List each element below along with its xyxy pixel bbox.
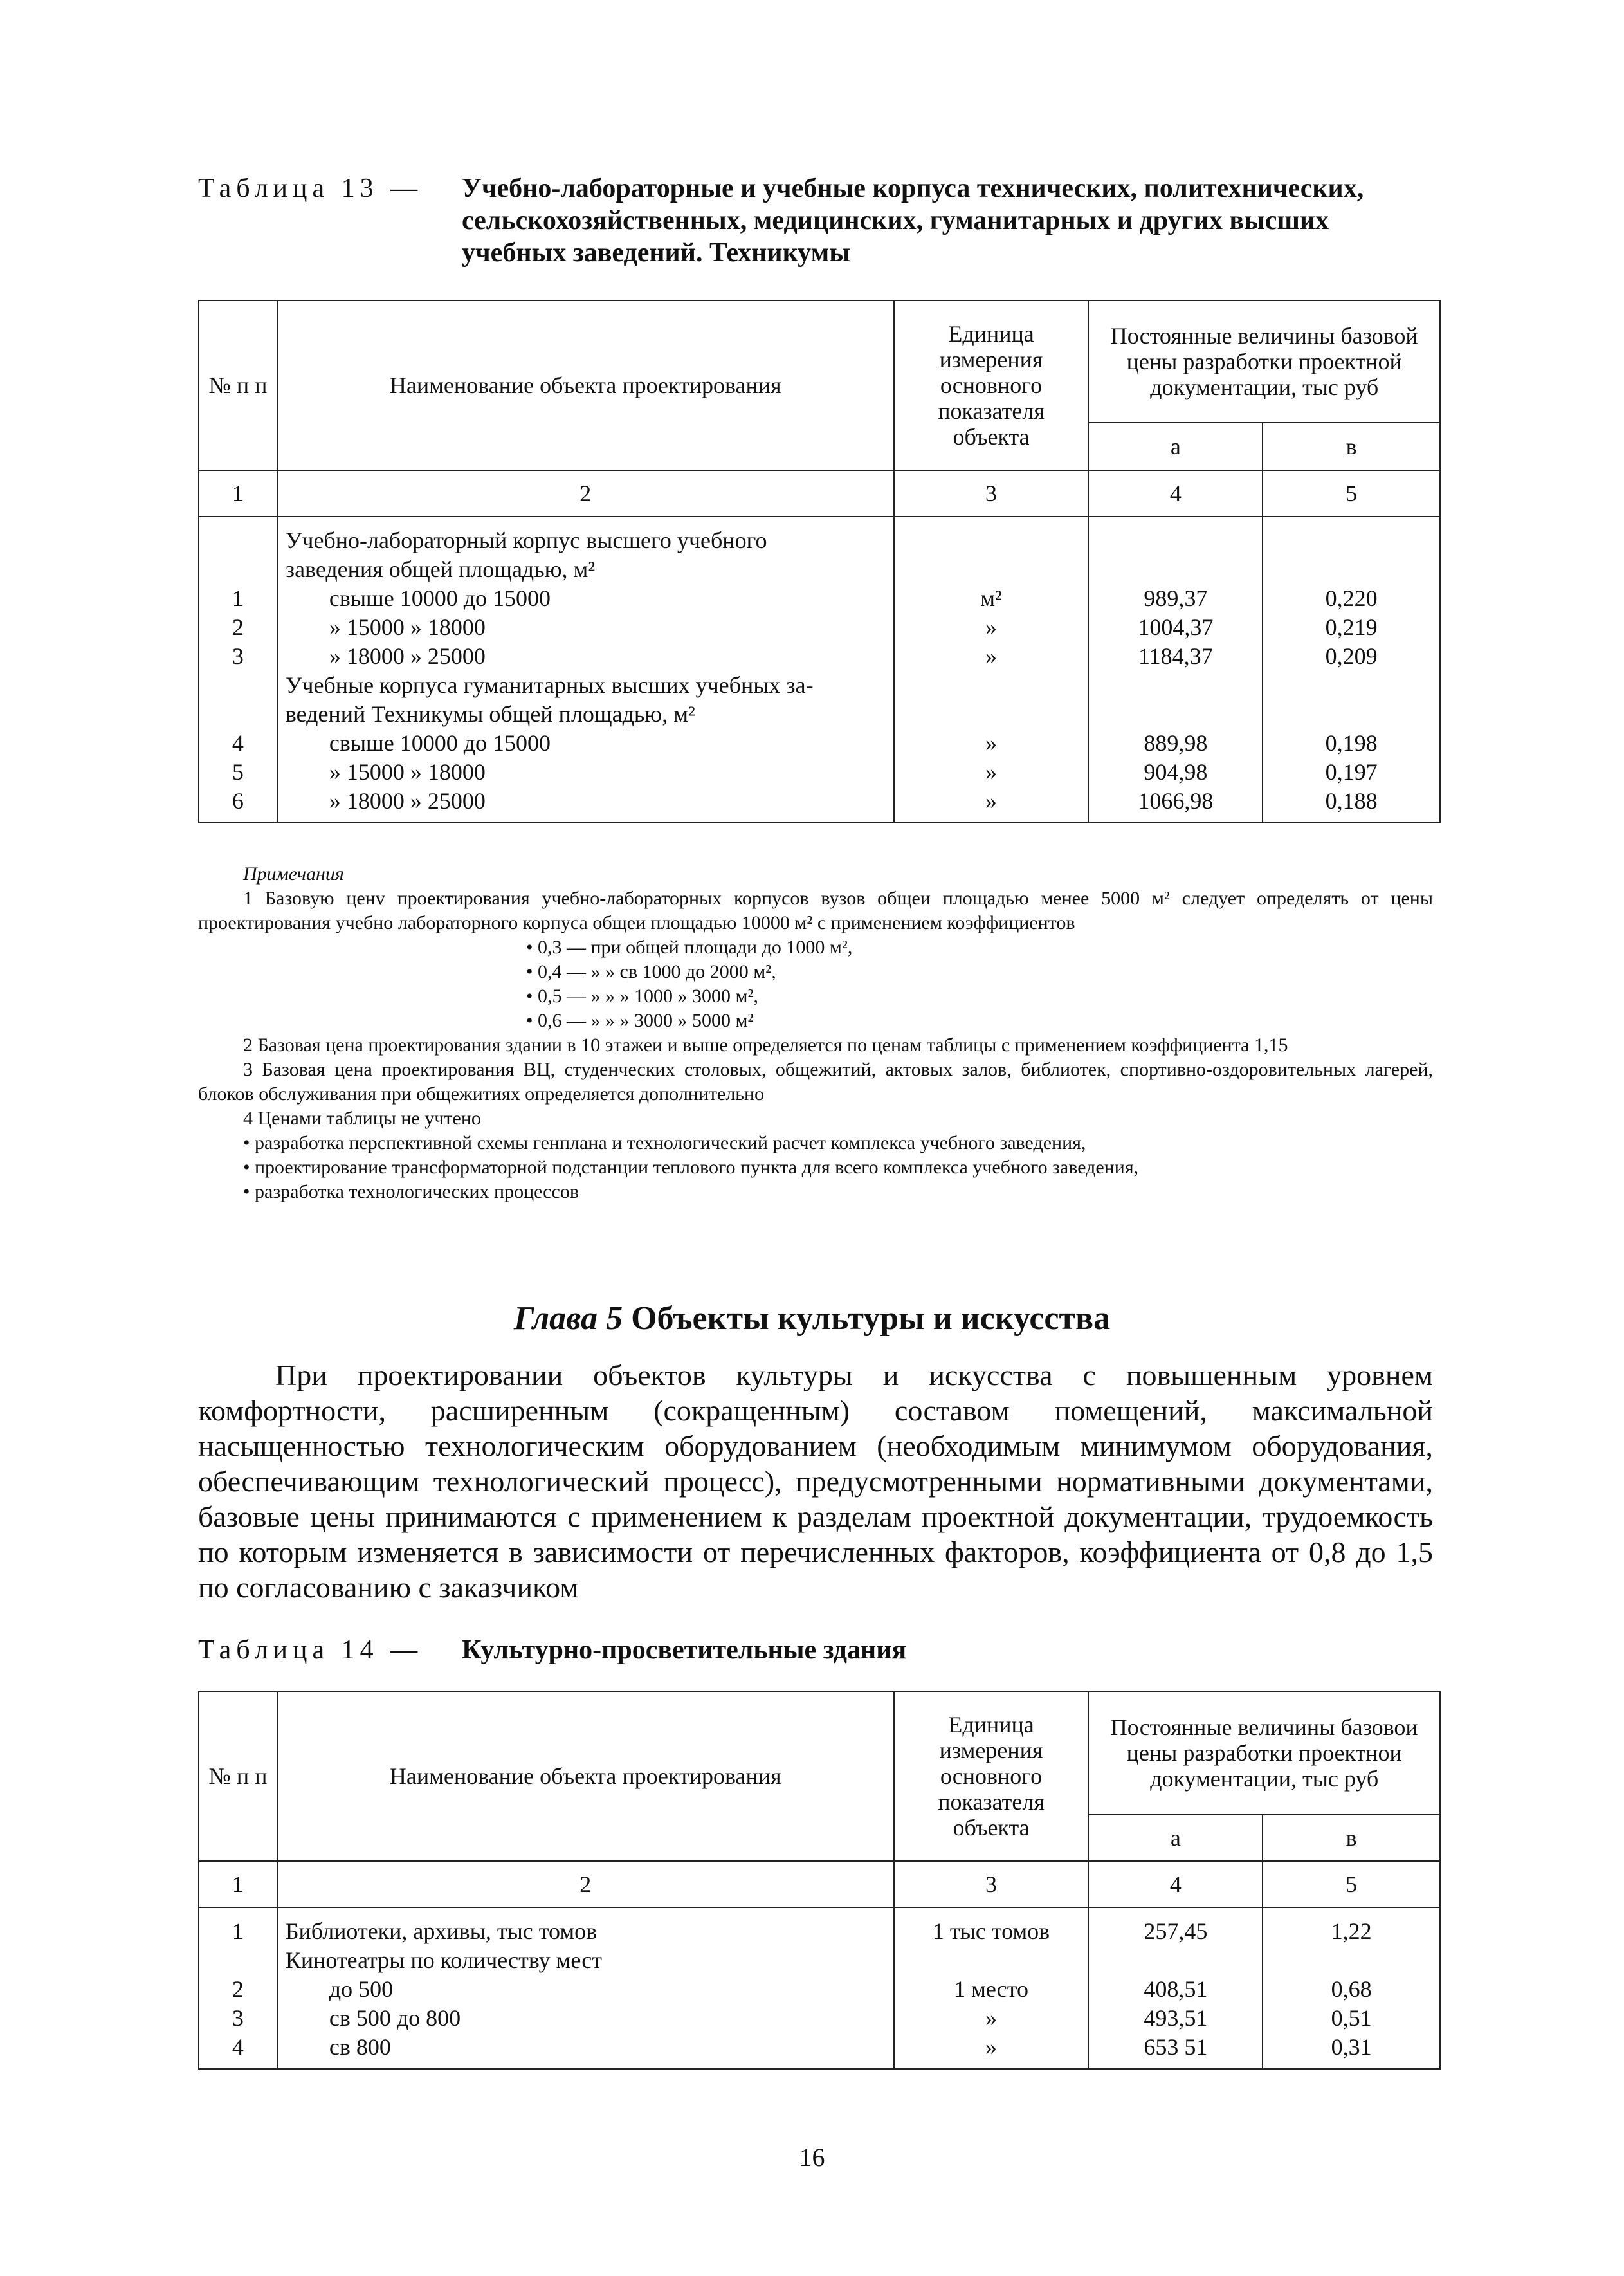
table-cell: [1263, 1946, 1439, 1975]
note-bullet: • разработка технологических процессов: [243, 1181, 579, 1202]
table13-col-unit: [894, 517, 1089, 823]
notes-heading: Примечания: [243, 863, 344, 885]
table13-header-num: № п п: [199, 300, 277, 470]
table-cell: 1,22: [1331, 1918, 1372, 1944]
table-cell: [1263, 526, 1439, 555]
table-cell: »: [985, 730, 998, 756]
table-cell: » 18000 » 25000: [329, 788, 486, 814]
table13-header-a: а: [1088, 423, 1263, 470]
table14-header-unit: Единица измерения основного показателя объекта: [894, 1691, 1089, 1861]
table13-col-b: [1263, 517, 1440, 823]
table-cell: 1004,37: [1138, 614, 1214, 640]
table-cell: » 15000 » 18000: [329, 614, 486, 640]
table-cell: 0,209: [1325, 643, 1378, 669]
table13-prefix: Таблица 13 —: [198, 174, 423, 203]
table-cell: Кинотеатры по количеству мест: [285, 1947, 602, 1973]
table-cell: [1263, 555, 1439, 584]
table13: [198, 300, 1441, 823]
table-cell: 0,31: [1331, 2034, 1372, 2060]
table13-title: Учебно-лабораторные и учебные корпуса технических, политехнических, сельскохозяйственных, медицинских, гуманитарных и других высших учебных заведений. Техникумы: [462, 174, 1364, 268]
table-cell: 3: [232, 2005, 244, 2031]
table-cell: [199, 700, 277, 729]
table-cell: св 500 до 800: [329, 2005, 461, 2031]
table-cell: 1184,37: [1138, 643, 1213, 669]
table-cell: 493,51: [1144, 2005, 1208, 2031]
table-cell: »: [985, 2034, 998, 2060]
table-cell: [895, 1946, 1088, 1975]
table-cell: »: [985, 643, 998, 669]
table-cell: [895, 700, 1088, 729]
table13-col-name: [277, 517, 894, 823]
table-cell: 0,219: [1325, 614, 1378, 640]
table-cell: Учебно-лабораторный корпус высшего учебного: [285, 528, 767, 553]
table-cell: [1089, 1946, 1262, 1975]
table14-col-unit: [894, 1907, 1089, 2069]
table-cell: [199, 1946, 277, 1975]
table14-header-a: а: [1088, 1815, 1263, 1861]
table-cell: [199, 671, 277, 700]
table-cell: 0,197: [1325, 759, 1378, 785]
table-cell: 257,45: [1144, 1918, 1208, 1944]
note-coef: • 0,4 — » » св 1000 до 2000 м²,: [526, 961, 776, 982]
table14-caption: [198, 1634, 1433, 1666]
table-cell: свыше 10000 до 15000: [329, 585, 551, 611]
table-cell: »: [985, 614, 998, 640]
note-4: 4 Ценами таблицы не учтено: [243, 1108, 481, 1129]
note-coef: • 0,5 — » » » 1000 » 3000 м²,: [526, 986, 758, 1007]
table-cell: 6: [232, 788, 244, 814]
table14-header-name: Наименование объекта проектирования: [277, 1691, 894, 1861]
table-cell: [1263, 700, 1439, 729]
table14-prefix: Таблица 14 —: [198, 1635, 423, 1665]
table-cell: 408,51: [1144, 1976, 1208, 2002]
table-cell: [1089, 700, 1262, 729]
table-cell: 1: [232, 585, 244, 611]
table-cell: [895, 526, 1088, 555]
table13-header-name: Наименование объекта проектирования: [277, 300, 894, 470]
table13-header-price: Постоянные величины базовой цены разработки проектной документации, тыс руб: [1088, 300, 1440, 423]
table13-colnum-2: 2: [277, 470, 894, 517]
table-cell: ведений Техникумы общей площадью, м²: [285, 701, 695, 727]
table-cell: [199, 555, 277, 584]
note-3: 3 Базовая цена проектирования ВЦ, студенческих столовых, общежитий, актовых залов, библиотек, спортивно-оздоровительных лагерей, блоков обслуживания при общежитиях определяется дополнительно: [198, 1059, 1433, 1105]
table13-colnum-4: 4: [1088, 470, 1263, 517]
note-coef: • 0,3 — при общей площади до 1000 м²,: [526, 937, 853, 958]
table14-header-b: в: [1263, 1815, 1440, 1861]
table-cell: 0,220: [1325, 585, 1378, 611]
table-cell: [895, 555, 1088, 584]
table13-colnum-1: 1: [199, 470, 277, 517]
chapter-title: Объекты культуры и искусства: [631, 1300, 1111, 1337]
table-cell: 904,98: [1144, 759, 1208, 785]
table-cell: 889,98: [1144, 730, 1208, 756]
table-cell: Учебные корпуса гуманитарных высших учебных за-: [285, 672, 814, 698]
table13-notes: [198, 862, 1433, 1204]
page-number: 16: [799, 2143, 825, 2172]
table14-colnum-5: 5: [1263, 1861, 1440, 1907]
table13-col-a: [1088, 517, 1263, 823]
note-coef: • 0,6 — » » » 3000 » 5000 м²: [526, 1010, 754, 1031]
table-cell: м²: [980, 585, 1002, 611]
table13-col-num: [199, 517, 277, 823]
table-cell: »: [985, 2005, 998, 2031]
table-cell: Библиотеки, архивы, тыс томов: [285, 1918, 598, 1944]
table-cell: [1263, 671, 1439, 700]
table13-caption: [198, 172, 1433, 269]
note-bullet: • проектирование трансформаторной подстанции теплового пункта для всего комплекса учебного заведения,: [243, 1157, 1139, 1178]
table-cell: до 500: [329, 1976, 394, 2002]
table-cell: »: [985, 788, 998, 814]
table-cell: 3: [232, 643, 244, 669]
table14-title: Культурно-просветительные здания: [462, 1635, 907, 1665]
table-cell: 2: [232, 1976, 244, 2002]
table-cell: свыше 10000 до 15000: [329, 730, 551, 756]
chapter-label: Глава 5: [513, 1300, 623, 1337]
table-cell: 653 51: [1144, 2034, 1208, 2060]
table-cell: 5: [232, 759, 244, 785]
table-cell: 1066,98: [1138, 788, 1214, 814]
table-cell: 1 место: [954, 1976, 1028, 2002]
table-cell: 989,37: [1144, 585, 1208, 611]
table-cell: [199, 526, 277, 555]
table-cell: 1 тыс томов: [932, 1918, 1050, 1944]
table14-colnum-3: 3: [894, 1861, 1089, 1907]
table-cell: заведения общей площадью, м²: [285, 556, 596, 582]
chapter-heading: [0, 1299, 1624, 1337]
table-cell: » 15000 » 18000: [329, 759, 486, 785]
table-cell: [1089, 526, 1262, 555]
table13-header-unit: Единица измерения основного показателя объекта: [894, 300, 1089, 470]
table14-col-num: [199, 1907, 277, 2069]
table14-header-num: № п п: [199, 1691, 277, 1861]
table-cell: [895, 671, 1088, 700]
table14: [198, 1691, 1441, 2070]
table-cell: 4: [232, 730, 244, 756]
table14-colnum-2: 2: [277, 1861, 894, 1907]
table14-colnum-4: 4: [1088, 1861, 1263, 1907]
table14-col-b: [1263, 1907, 1440, 2069]
table13-colnum-3: 3: [894, 470, 1089, 517]
note-2: 2 Базовая цена проектирования здании в 10 этажеи и выше определяется по ценам таблицы с применением коэффициента 1,15: [243, 1034, 1288, 1056]
body-paragraph: При проектировании объектов культуры и искусства с повышенным уровнем комфортности, расширенным (сокращенным) составом помещений, максимальной насыщенностью технологическим оборудованием (необходимым минимумом оборудования, обеспечивающим технологический процесс), предусмотренными нормативными документами, базовые цены принимаются с применением к разделам проектной документации, трудоемкость по которым изменяется в зависимости от перечисленных факторов, коэффициента от 0,8 до 1,5 по согласованию с заказчиком: [198, 1359, 1433, 1604]
note-1: 1 Базовую ценv проектирования учебно-лабораторных корпусов вузов общеи площадью менее 5000 м² следует определять от цены проектирования учебно лабораторного корпуса общеи площадью 10000 м² с применением коэффициентов: [198, 888, 1433, 933]
note-bullet: • разработка перспективной схемы генплана и технологический расчет комплекса учебного заведения,: [243, 1132, 1086, 1153]
table-cell: 1: [232, 1918, 244, 1944]
table-cell: 0,188: [1325, 788, 1378, 814]
table14-col-name: [277, 1907, 894, 2069]
table-cell: 0,198: [1325, 730, 1378, 756]
table-cell: 0,51: [1331, 2005, 1372, 2031]
table14-header-price: Постоянные величины базовои цены разработки проектнои документации, тыс руб: [1088, 1691, 1440, 1815]
table-cell: » 18000 » 25000: [329, 643, 486, 669]
table-cell: 0,68: [1331, 1976, 1372, 2002]
table-cell: св 800: [329, 2034, 391, 2060]
table13-header-b: в: [1263, 423, 1440, 470]
table-cell: »: [985, 759, 998, 785]
table-cell: 2: [232, 614, 244, 640]
table-cell: [1089, 555, 1262, 584]
table-cell: [1089, 671, 1262, 700]
table13-colnum-5: 5: [1263, 470, 1440, 517]
table14-col-a: [1088, 1907, 1263, 2069]
table14-colnum-1: 1: [199, 1861, 277, 1907]
table-cell: 4: [232, 2034, 244, 2060]
